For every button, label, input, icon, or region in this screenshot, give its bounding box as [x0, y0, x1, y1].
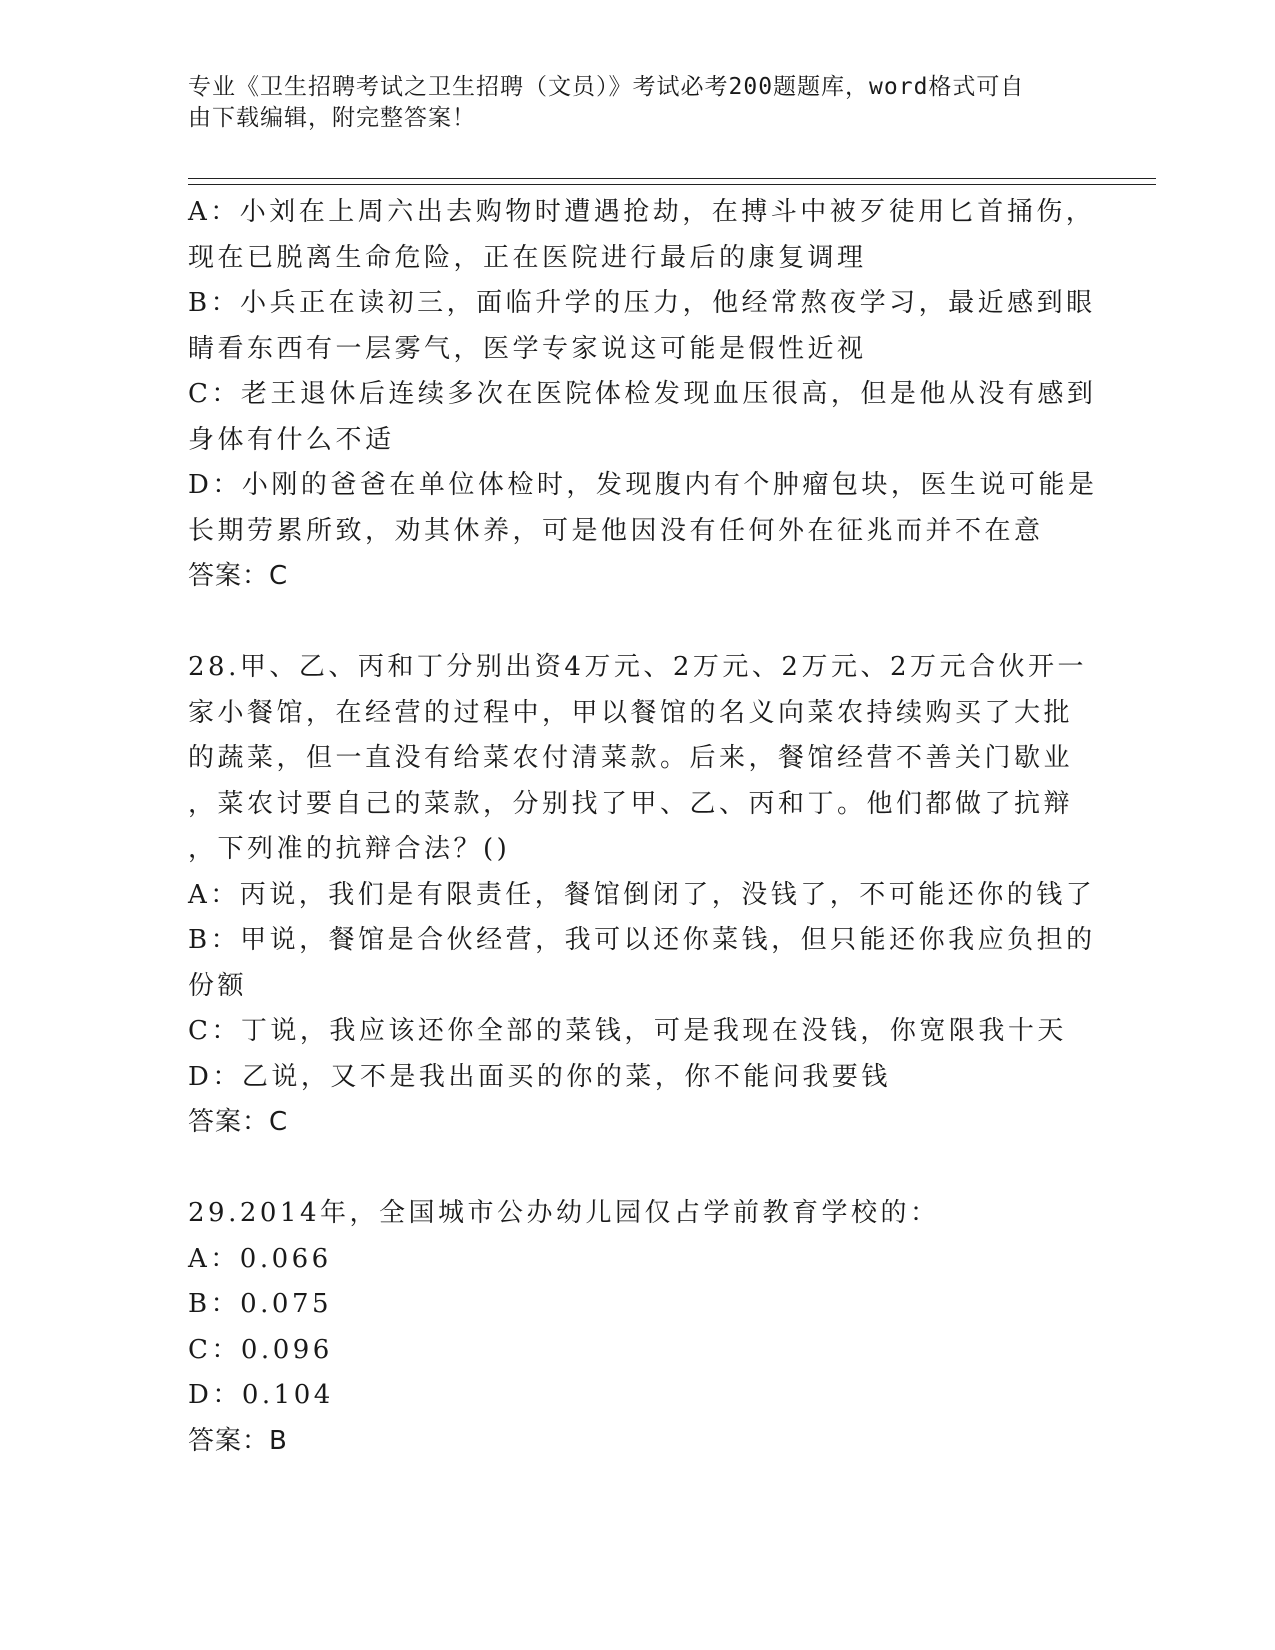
q27-option-c-line-2: 身体有什么不适: [188, 424, 395, 455]
q28-stem-line-3: 的蔬菜，但一直没有给菜农付清菜款。后来，餐馆经营不善关门歇业: [188, 743, 1074, 773]
q28-option-b-line-2: 份额: [188, 970, 248, 1001]
document-header: [188, 72, 1068, 134]
question-29: [188, 1191, 1088, 1464]
q28-stem-line-5: ，下列准的抗辩合法？(): [188, 834, 511, 864]
q28-option-c: C：丁说，我应该还你全部的菜钱，可是我现在没钱，你宽限我十天: [188, 1016, 1067, 1046]
header-line-1: 专业《卫生招聘考试之卫生招聘（文员）》考试必考200题题库，word格式可自: [188, 74, 1025, 100]
question-28: [188, 645, 1096, 1146]
q28-answer: 答案：C: [188, 1107, 289, 1137]
q28-option-b-line-1: B：甲说，餐馆是合伙经营，我可以还你菜钱，但只能还你我应负担的: [188, 925, 1096, 955]
spacer: [188, 600, 1088, 646]
header-divider-bottom: [188, 184, 1156, 185]
q27-option-a-line-2: 现在已脱离生命危险，正在医院进行最后的康复调理: [188, 242, 867, 273]
q27-option-c-line-1: C：老王退休后连续多次在医院体检发现血压很高，但是他从没有感到: [188, 379, 1097, 409]
q27-option-d-line-1: D：小刚的爸爸在单位体检时，发现腹内有个肿瘤包块，医生说可能是: [188, 470, 1098, 500]
header-line-2: 由下载编辑，附完整答案！: [188, 105, 476, 131]
q28-stem-line-2: 家小餐馆，在经营的过程中，甲以餐馆的名义向菜农持续购买了大批: [188, 697, 1074, 728]
q27-answer: 答案：C: [188, 561, 289, 591]
q27-option-b-line-1: B：小兵正在读初三，面临升学的压力，他经常熬夜学习，最近感到眼: [188, 288, 1096, 318]
q28-option-d: D：乙说，又不是我出面买的你的菜，你不能问我要钱: [188, 1061, 891, 1092]
q27-option-b-line-2: 睛看东西有一层雾气，医学专家说这可能是假性近视: [188, 333, 867, 364]
header-divider-top: [188, 178, 1156, 179]
q28-stem-line-1: 28.甲、乙、丙和丁分别出资4万元、2万元、2万元、2万元合伙开一: [188, 652, 1088, 682]
q27-option-d-line-2: 长期劳累所致，劝其休养，可是他因没有任何外在征兆而并不在意: [188, 515, 1044, 546]
q27-option-a-line-1: A：小刘在上周六出去购物时遭遇抢劫，在搏斗中被歹徒用匕首捅伤，: [188, 197, 1096, 227]
question-content: [188, 190, 1098, 1464]
question-27: [188, 190, 1098, 600]
q29-option-b: B：0.075: [188, 1289, 333, 1319]
q29-stem: 29.2014年，全国城市公办幼儿园仅占学前教育学校的：: [188, 1198, 940, 1228]
spacer: [188, 1146, 1088, 1192]
q29-option-d: D：0.104: [188, 1380, 334, 1410]
q28-stem-line-4: ，菜农讨要自己的菜款，分别找了甲、乙、丙和丁。他们都做了抗辩: [188, 788, 1074, 819]
q28-option-a: A：丙说，我们是有限责任，餐馆倒闭了，没钱了，不可能还你的钱了: [188, 879, 1096, 910]
q29-answer: 答案：B: [188, 1425, 288, 1456]
q29-option-c: C：0.096: [188, 1334, 333, 1365]
q29-option-a: A：0.066: [188, 1243, 332, 1274]
